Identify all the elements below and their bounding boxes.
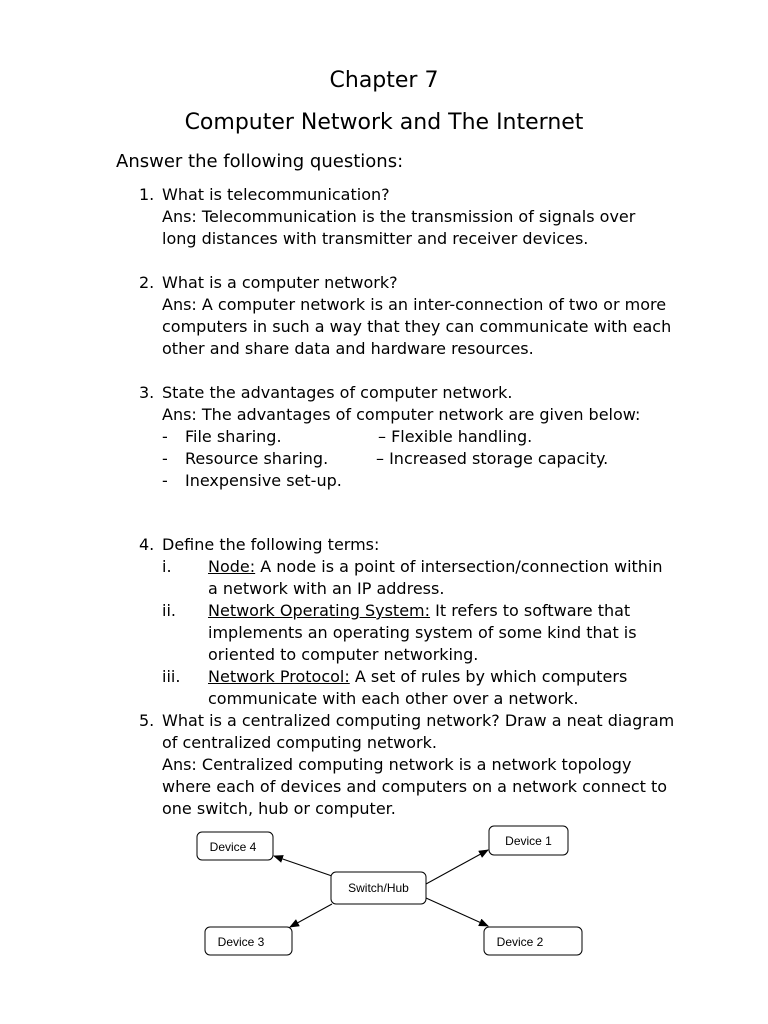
q4-number: 4. (139, 535, 155, 554)
bullet-dash: - (162, 449, 168, 468)
term-definition-line: implements an operating system of some kind that is (208, 623, 637, 642)
q5-answer-line-1: Ans: Centralized computing network is a network topology (162, 755, 632, 774)
q2-answer-line-2: computers in such a way that they can communicate with each (162, 317, 672, 336)
device-1-label: Device 1 (505, 834, 552, 848)
connection-line-device-1 (426, 850, 488, 884)
switch-hub-label: Switch/Hub (348, 881, 409, 895)
q1-answer-line-2: long distances with transmitter and receiver devices. (162, 229, 589, 248)
q2-answer-line-3: other and share data and hardware resources. (162, 339, 534, 358)
connection-line-device-3 (290, 904, 332, 927)
term-definition-line: communicate with each other over a network. (208, 689, 579, 708)
q1-question: What is telecommunication? (162, 185, 390, 204)
term-definition-line: It refers to software that (435, 601, 631, 620)
q5-question-line-1: What is a centralized computing network? Draw a neat diagram (162, 711, 675, 730)
q5-question-line-2: of centralized computing network. (162, 733, 437, 752)
q2-question: What is a computer network? (162, 273, 398, 292)
term-definition-line: oriented to computer networking. (208, 645, 479, 664)
device-4-label: Device 4 (209, 840, 257, 854)
advantage-item: File sharing. (185, 427, 282, 446)
term-name: Network Protocol: (208, 667, 350, 686)
connection-line-device-4 (274, 856, 332, 876)
q5-answer-line-3: one switch, hub or computer. (162, 799, 396, 818)
connection-line-device-2 (426, 898, 488, 926)
q2-answer-line-1: Ans: A computer network is an inter-connection of two or more (162, 295, 667, 314)
q1-answer-line-1: Ans: Telecommunication is the transmission of signals over (162, 207, 636, 226)
term-name: Node: (208, 557, 256, 576)
bullet-dash: - (162, 471, 168, 490)
advantage-item: – Flexible handling. (378, 427, 533, 446)
term-numeral: ii. (162, 601, 176, 620)
q3-answer: Ans: The advantages of computer network are given below: (162, 405, 641, 424)
q5-number: 5. (139, 711, 155, 730)
instruction-text: Answer the following questions: (116, 151, 404, 172)
device-3-label: Device 3 (217, 935, 265, 949)
advantage-item: Resource sharing. (185, 449, 329, 468)
q4-question: Define the following terms: (162, 535, 380, 554)
term-definition-line: A set of rules by which computers (354, 667, 628, 686)
term-numeral: i. (162, 557, 172, 576)
q3-number: 3. (139, 383, 155, 402)
term-numeral: iii. (162, 667, 181, 686)
page-title: Computer Network and The Internet (184, 110, 584, 135)
term-definition-line: a network with an IP address. (208, 579, 445, 598)
q3-question: State the advantages of computer network. (162, 383, 513, 402)
chapter-heading: Chapter 7 (329, 68, 439, 93)
advantage-item: Inexpensive set-up. (185, 471, 342, 490)
advantage-item: – Increased storage capacity. (376, 449, 609, 468)
bullet-dash: - (162, 427, 168, 446)
device-2-label: Device 2 (496, 935, 544, 949)
q5-answer-line-2: where each of devices and computers on a network connect to (162, 777, 668, 796)
q2-number: 2. (139, 273, 155, 292)
term-definition-line: A node is a point of intersection/connection within (260, 557, 663, 576)
q1-number: 1. (139, 185, 155, 204)
term-name: Network Operating System: (208, 601, 431, 620)
